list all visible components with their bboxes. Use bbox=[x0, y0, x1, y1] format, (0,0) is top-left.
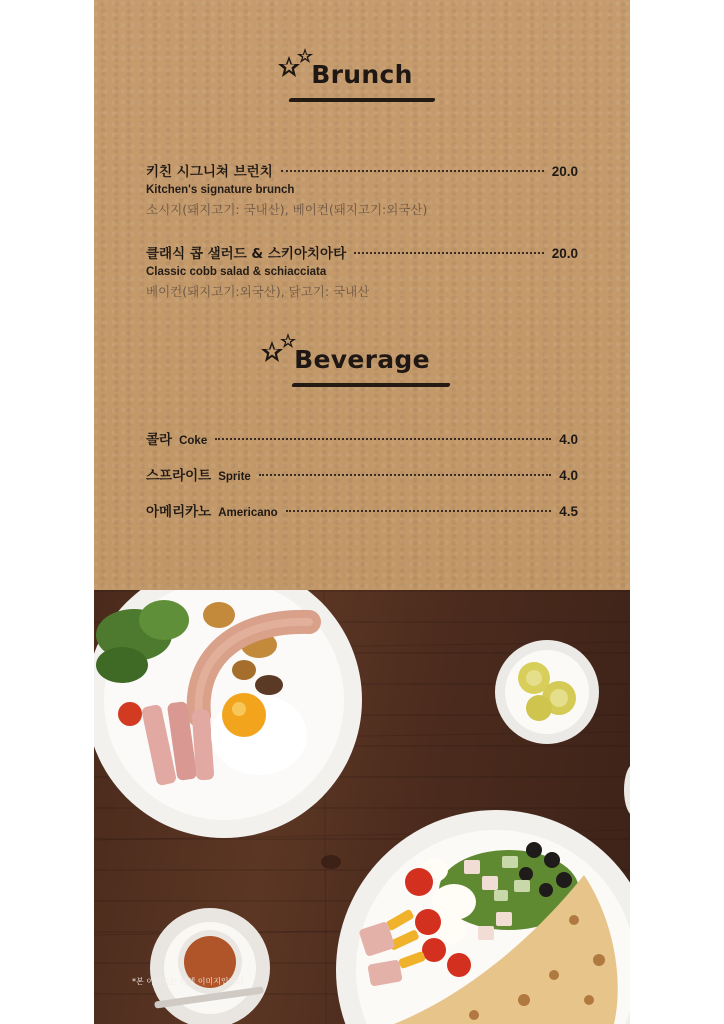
leader-dots bbox=[259, 474, 551, 476]
item-name-ko: 아메리카노 bbox=[146, 504, 212, 520]
item-name-ko: 콜라 bbox=[146, 432, 173, 448]
brunch-header bbox=[94, 60, 630, 89]
leader-dots bbox=[286, 510, 552, 512]
beverage-item-sprite bbox=[146, 464, 578, 484]
menu-panel bbox=[94, 0, 630, 590]
beverage-underline bbox=[291, 383, 450, 387]
item-name-ko: 스프라이트 bbox=[146, 468, 212, 484]
beverage-title: Beverage bbox=[294, 345, 430, 374]
stars-doodle-icon bbox=[260, 331, 300, 365]
brunch-underline bbox=[288, 98, 435, 102]
item-name-en: Kitchen's signature brunch bbox=[146, 184, 295, 196]
item-origin: 소시지(돼지고기: 국내산), 베이컨(돼지고기:외국산) bbox=[146, 202, 428, 217]
item-name-ko: 클래식 콥 샐러드 & 스키아치아타 bbox=[146, 246, 347, 262]
leader-dots bbox=[354, 252, 544, 254]
stars-doodle-icon bbox=[277, 46, 317, 80]
item-price: 20.0 bbox=[551, 246, 578, 261]
beverage-item-coke bbox=[146, 428, 578, 448]
item-name-en: Americano bbox=[218, 507, 278, 519]
item-price: 4.0 bbox=[559, 432, 578, 447]
item-name-en: Coke bbox=[179, 435, 208, 447]
item-price: 20.0 bbox=[551, 164, 578, 179]
item-price: 4.0 bbox=[559, 468, 578, 483]
item-name-en: Sprite bbox=[218, 471, 251, 483]
brunch-item-cobb-salad bbox=[146, 242, 578, 300]
food-photo-illustration bbox=[94, 590, 630, 1024]
brunch-item-signature bbox=[146, 160, 578, 218]
brunch-title: Brunch bbox=[311, 60, 412, 89]
item-origin: 베이컨(돼지고기:외국산), 닭고기: 국내산 bbox=[146, 284, 370, 299]
leader-dots bbox=[215, 438, 551, 440]
beverage-header bbox=[94, 345, 630, 374]
photo-caption: *본 이미지는 컨셉 이미지입니다 bbox=[132, 977, 245, 986]
item-name-ko: 키친 시그니쳐 브런치 bbox=[146, 164, 273, 180]
leader-dots bbox=[281, 170, 544, 172]
item-price: 4.5 bbox=[559, 504, 578, 519]
beverage-item-americano bbox=[146, 500, 578, 520]
item-name-en: Classic cobb salad & schiacciata bbox=[146, 266, 327, 278]
food-photo bbox=[94, 590, 630, 1024]
